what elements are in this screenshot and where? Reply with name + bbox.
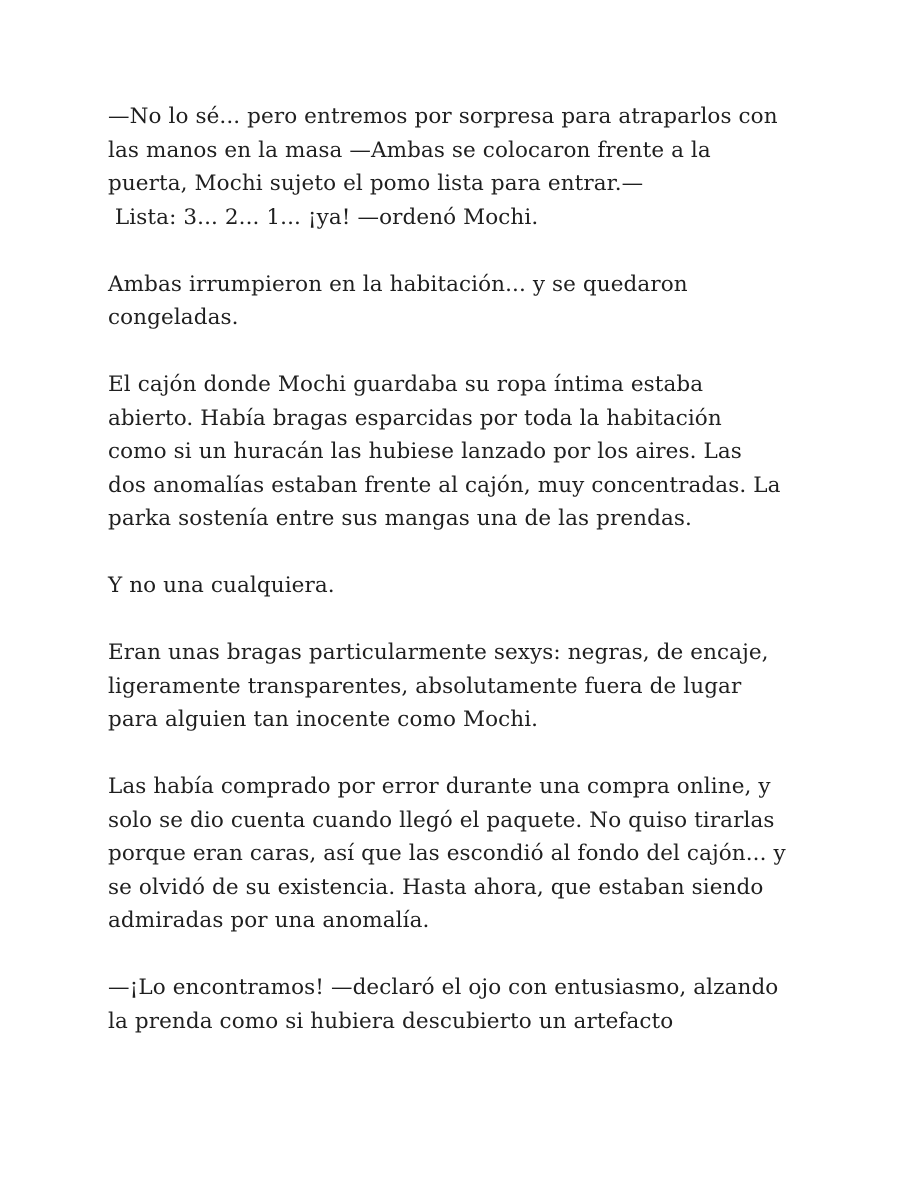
text-line: las manos en la masa —Ambas se colocaron frente a la bbox=[108, 137, 711, 163]
text-line: El cajón donde Mochi guardaba su ropa íntima estaba bbox=[108, 372, 704, 397]
text-line: parka sostenía entre sus mangas una de las prendas. bbox=[108, 506, 692, 531]
text-line: dos anomalías estaban frente al cajón, muy concentradas. La bbox=[108, 472, 781, 498]
text-line: congeladas. bbox=[108, 305, 239, 330]
text-line: Las había comprado por error durante una compra online, y bbox=[108, 774, 771, 799]
paragraph bbox=[108, 368, 792, 536]
paragraph bbox=[108, 971, 792, 1038]
paragraph bbox=[108, 100, 792, 234]
text-line: Lista: 3... 2... 1... ¡ya! —ordenó Mochi. bbox=[108, 204, 539, 230]
text-line: porque eran caras, así que las escondió al fondo del cajón... y bbox=[108, 841, 786, 866]
text-line: como si un huracán las hubiese lanzado por los aires. Las bbox=[108, 439, 742, 464]
text-line: abierto. Había bragas esparcidas por toda la habitación bbox=[108, 405, 722, 431]
text-line: puerta, Mochi sujeto el pomo lista para entrar.— bbox=[108, 171, 644, 196]
text-line: ligeramente transparentes, absolutamente fuera de lugar bbox=[108, 673, 742, 699]
text-line: para alguien tan inocente como Mochi. bbox=[108, 707, 539, 732]
text-line: —No lo sé... pero entremos por sorpresa para atraparlos con bbox=[108, 104, 778, 129]
paragraph bbox=[108, 268, 792, 335]
paragraph bbox=[108, 569, 792, 603]
text-line: Ambas irrumpieron en la habitación... y se quedaron bbox=[108, 271, 688, 297]
text-line: Eran unas bragas particularmente sexys: negras, de encaje, bbox=[108, 640, 769, 665]
paragraph bbox=[108, 636, 792, 737]
paragraph bbox=[108, 770, 792, 938]
text-line: Y no una cualquiera. bbox=[108, 573, 335, 598]
text-line: admiradas por una anomalía. bbox=[108, 908, 430, 933]
text-line: se olvidó de su existencia. Hasta ahora, que estaban siendo bbox=[108, 874, 764, 900]
text-line: —¡Lo encontramos! —declaró el ojo con entusiasmo, alzando bbox=[108, 975, 779, 1000]
story-text bbox=[108, 100, 792, 1038]
text-line: solo se dio cuenta cuando llegó el paquete. No quiso tirarlas bbox=[108, 807, 775, 833]
text-line: la prenda como si hubiera descubierto un artefacto bbox=[108, 1008, 674, 1034]
